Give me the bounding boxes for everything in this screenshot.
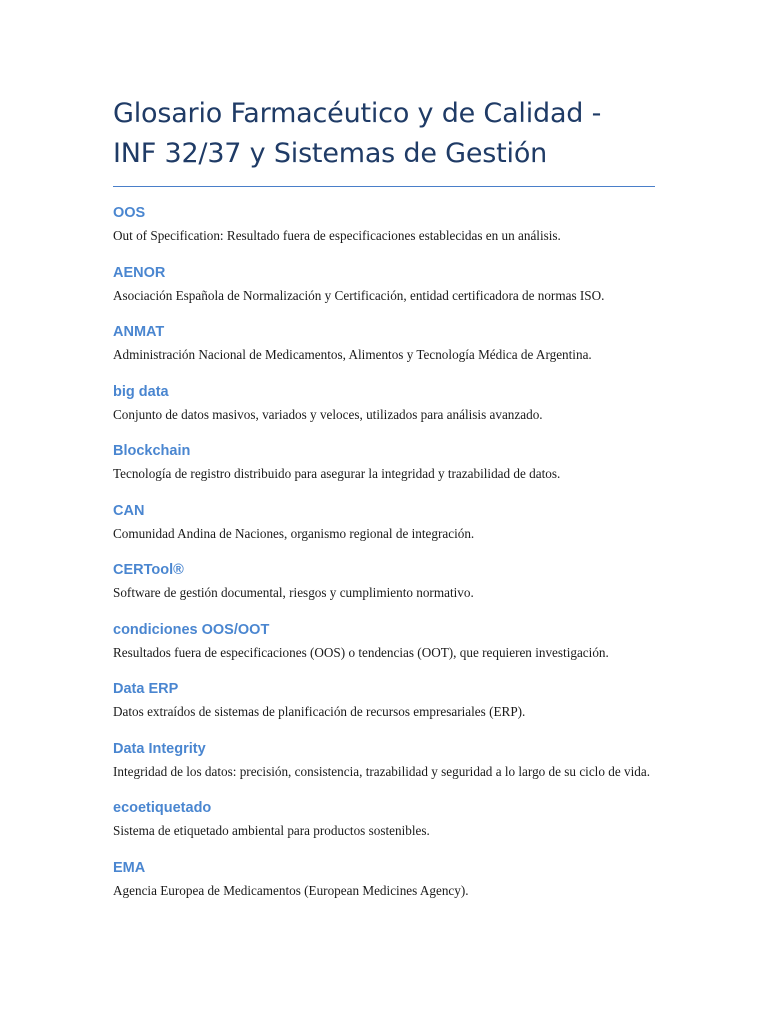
glossary-term: OOS bbox=[113, 205, 146, 221]
glossary-entry-ema bbox=[113, 855, 658, 901]
title-block bbox=[113, 94, 655, 187]
glossary-definition: Out of Specification: Resultado fuera de especificaciones establecidas en un análisis. bbox=[113, 228, 561, 243]
glossary-entry-anmat bbox=[113, 319, 658, 365]
glossary-entry-certool bbox=[113, 557, 658, 603]
glossary-term: EMA bbox=[113, 859, 146, 876]
glossary-entry-oos bbox=[113, 200, 658, 246]
glossary-entry-data-integrity bbox=[113, 736, 658, 782]
glossary-entry-ecoetiquetado bbox=[113, 795, 658, 841]
glossary-definition: Sistema de etiquetado ambiental para productos sostenibles. bbox=[113, 823, 430, 838]
page-title bbox=[113, 94, 655, 174]
glossary-term: CAN bbox=[113, 502, 145, 519]
glossary-entry-data-erp bbox=[113, 676, 658, 722]
glossary-term: ANMAT bbox=[113, 324, 165, 340]
glossary-list bbox=[113, 200, 658, 900]
glossary-term: condiciones OOS/OOT bbox=[113, 621, 270, 638]
glossary-entry-blockchain bbox=[113, 438, 658, 484]
glossary-term: big data bbox=[113, 383, 169, 400]
glossary-definition: Integridad de los datos: precisión, consistencia, trazabilidad y seguridad a lo largo de su ciclo de vida. bbox=[113, 763, 650, 779]
glossary-entry-condiciones-oos-oot bbox=[113, 617, 658, 663]
glossary-definition: Conjunto de datos masivos, variados y veloces, utilizados para análisis avanzado. bbox=[113, 406, 543, 422]
title-divider bbox=[113, 186, 655, 187]
glossary-term: Data ERP bbox=[113, 681, 179, 697]
glossary-definition: Comunidad Andina de Naciones, organismo regional de integración. bbox=[113, 525, 475, 541]
glossary-term: Blockchain bbox=[113, 443, 191, 459]
glossary-entry-aenor bbox=[113, 260, 658, 306]
glossary-term: CERTool® bbox=[113, 562, 184, 578]
glossary-definition: Datos extraídos de sistemas de planificación de recursos empresariales (ERP). bbox=[113, 704, 526, 719]
glossary-term: AENOR bbox=[113, 264, 166, 281]
page-title-line-1: Glosario Farmacéutico y de Calidad - bbox=[113, 98, 602, 129]
glossary-term: ecoetiquetado bbox=[113, 800, 212, 816]
glossary-definition: Tecnología de registro distribuido para asegurar la integridad y trazabilidad de datos. bbox=[113, 466, 561, 481]
glossary-definition: Asociación Española de Normalización y Certificación, entidad certificadora de normas ISO. bbox=[113, 287, 605, 303]
glossary-definition: Software de gestión documental, riesgos y cumplimiento normativo. bbox=[113, 585, 474, 600]
glossary-entry-can bbox=[113, 498, 658, 544]
glossary-term: Data Integrity bbox=[113, 740, 206, 757]
glossary-definition: Agencia Europea de Medicamentos (European Medicines Agency). bbox=[113, 882, 469, 898]
page-title-line-2: INF 32/37 y Sistemas de Gestión bbox=[113, 138, 548, 169]
glossary-entry-big-data bbox=[113, 379, 658, 425]
glossary-definition: Administración Nacional de Medicamentos, Alimentos y Tecnología Médica de Argentina. bbox=[113, 347, 592, 362]
glossary-definition: Resultados fuera de especificaciones (OOS) o tendencias (OOT), que requieren investigación. bbox=[113, 644, 609, 660]
